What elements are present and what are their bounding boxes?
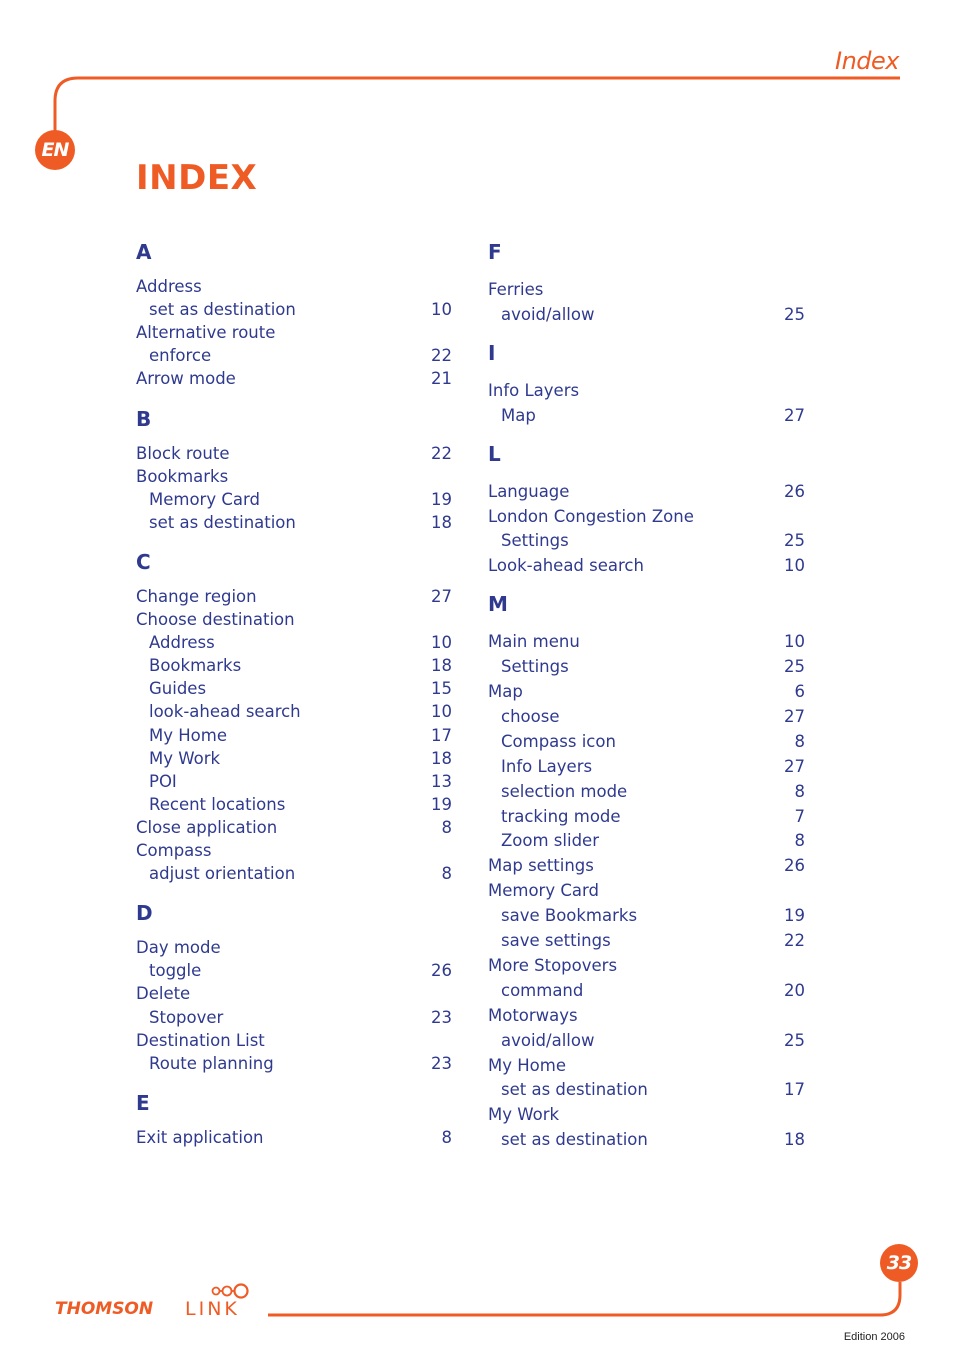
- entry-page-number: 27: [784, 706, 805, 726]
- entry-page-number: 8: [441, 817, 452, 837]
- entry-page-number: 22: [431, 443, 452, 463]
- entry-term: tracking mode: [501, 806, 621, 826]
- section-letter: B: [136, 406, 152, 431]
- entry-term: My Work: [488, 1105, 560, 1125]
- entry-term: set as destination: [501, 1130, 648, 1150]
- entry-term: Close application: [136, 817, 278, 837]
- section-letter: F: [488, 240, 502, 264]
- section-letter: E: [136, 1090, 150, 1115]
- entry-page-number: 21: [431, 369, 452, 389]
- entry-page-number: 15: [431, 679, 452, 699]
- entry-page-number: 6: [794, 682, 805, 701]
- entry-page-number: 25: [784, 304, 805, 324]
- entry-page-number: 26: [431, 961, 452, 981]
- entry-term: avoid/allow: [501, 304, 595, 324]
- entry-term: Guides: [149, 679, 207, 699]
- entry-page-number: 17: [431, 725, 452, 745]
- entry-page-number: 25: [784, 657, 805, 677]
- entry-term: Exit application: [136, 1127, 264, 1147]
- entry-term: Motorways: [488, 1005, 578, 1025]
- entry-term: avoid/allow: [501, 1030, 595, 1050]
- entry-term: Map: [488, 682, 523, 701]
- section-letter: L: [488, 441, 501, 466]
- entry-term: Address: [136, 277, 202, 296]
- entry-page-number: 8: [794, 731, 805, 751]
- entry-term: My Work: [149, 748, 221, 768]
- entry-term: save Bookmarks: [501, 906, 638, 926]
- entry-page-number: 18: [784, 1130, 805, 1150]
- edition-label: Edition 2006: [843, 1331, 905, 1343]
- header-title: Index: [835, 47, 899, 75]
- entry-page-number: 27: [784, 756, 805, 776]
- entry-term: save settings: [501, 931, 611, 950]
- entry-term: More Stopovers: [488, 955, 618, 975]
- entry-page-number: 8: [441, 1127, 452, 1147]
- entry-term: adjust orientation: [149, 864, 296, 884]
- entry-page-number: 23: [431, 1053, 452, 1073]
- entry-term: command: [501, 980, 584, 1000]
- entry-page-number: 17: [784, 1080, 805, 1100]
- entry-page-number: 22: [784, 931, 805, 950]
- entry-term: Language: [488, 481, 570, 501]
- entry-term: Alternative route: [136, 323, 276, 343]
- section-letter: D: [136, 901, 153, 926]
- entry-term: toggle: [149, 961, 202, 981]
- section-letter: A: [136, 240, 152, 264]
- entry-page-number: 25: [784, 1030, 805, 1050]
- entry-term: Stopover: [149, 1007, 224, 1027]
- brand-link: LINK: [185, 1298, 240, 1320]
- entry-term: Change region: [136, 586, 257, 606]
- entry-page-number: 19: [784, 906, 805, 926]
- entry-term: selection mode: [501, 781, 628, 801]
- entry-term: Memory Card: [149, 489, 260, 509]
- entry-term: Choose destination: [136, 610, 295, 629]
- entry-term: Recent locations: [149, 794, 286, 814]
- entry-term: Map settings: [488, 856, 594, 876]
- entry-term: My Home: [488, 1055, 566, 1075]
- entry-page-number: 22: [431, 346, 452, 366]
- entry-page-number: 18: [431, 748, 452, 768]
- entry-page-number: 25: [784, 531, 805, 551]
- entry-page-number: 26: [784, 856, 805, 876]
- entry-term: Info Layers: [501, 756, 593, 776]
- entry-page-number: 27: [784, 405, 805, 425]
- entry-page-number: 8: [794, 831, 805, 851]
- entry-term: Settings: [501, 531, 569, 551]
- entry-page-number: 19: [431, 794, 452, 814]
- entry-term: look-ahead search: [149, 702, 301, 722]
- entry-term: Settings: [501, 657, 569, 677]
- entry-term: set as destination: [501, 1080, 648, 1100]
- entry-term: Delete: [136, 984, 191, 1004]
- page-title: INDEX: [136, 158, 258, 198]
- entry-term: Map: [501, 405, 536, 425]
- entry-term: choose: [501, 706, 560, 726]
- entry-term: Compass: [136, 841, 212, 860]
- entry-term: My Home: [149, 725, 227, 745]
- entry-term: Route planning: [149, 1053, 274, 1073]
- entry-term: Compass icon: [501, 731, 616, 751]
- entry-page-number: 8: [441, 864, 452, 884]
- section-letter: I: [488, 340, 496, 365]
- section-letter: C: [136, 549, 151, 574]
- entry-term: Main menu: [488, 632, 580, 652]
- entry-page-number: 18: [431, 512, 452, 532]
- bottom-frame-line: [268, 1282, 900, 1315]
- top-frame-line: [55, 78, 900, 132]
- page-number-badge: 33: [880, 1244, 918, 1282]
- entry-page-number: 7: [794, 806, 805, 826]
- entry-term: Destination List: [136, 1030, 265, 1050]
- entry-page-number: 13: [431, 771, 452, 791]
- entry-page-number: 10: [431, 300, 452, 320]
- brand-thomson: THOMSON: [55, 1299, 154, 1319]
- entry-term: enforce: [149, 346, 212, 366]
- entry-term: POI: [149, 771, 177, 791]
- entry-page-number: 27: [431, 586, 452, 606]
- entry-page-number: 10: [431, 633, 452, 653]
- entry-term: Look-ahead search: [488, 556, 644, 576]
- entry-page-number: 19: [431, 489, 452, 509]
- entry-page-number: 18: [431, 656, 452, 676]
- entry-term: Address: [149, 633, 215, 653]
- entry-term: Day mode: [136, 938, 221, 958]
- entry-term: London Congestion Zone: [488, 506, 694, 526]
- entry-term: Memory Card: [488, 881, 599, 901]
- entry-page-number: 26: [784, 481, 805, 501]
- entry-page-number: 10: [431, 702, 452, 722]
- entry-page-number: 10: [784, 556, 805, 576]
- entry-term: set as destination: [149, 512, 296, 532]
- entry-page-number: 23: [431, 1007, 452, 1027]
- entry-term: Bookmarks: [136, 466, 229, 486]
- entry-term: Bookmarks: [149, 656, 242, 676]
- entry-term: set as destination: [149, 300, 296, 320]
- entry-page-number: 10: [784, 632, 805, 652]
- entry-term: Ferries: [488, 280, 544, 299]
- entry-term: Block route: [136, 443, 230, 463]
- entry-term: Arrow mode: [136, 369, 236, 389]
- language-badge: EN: [35, 130, 75, 170]
- section-letter: M: [488, 592, 508, 617]
- entry-page-number: 20: [784, 980, 805, 1000]
- entry-term: Zoom slider: [501, 831, 599, 851]
- entry-term: Info Layers: [488, 380, 580, 400]
- entry-page-number: 8: [794, 781, 805, 801]
